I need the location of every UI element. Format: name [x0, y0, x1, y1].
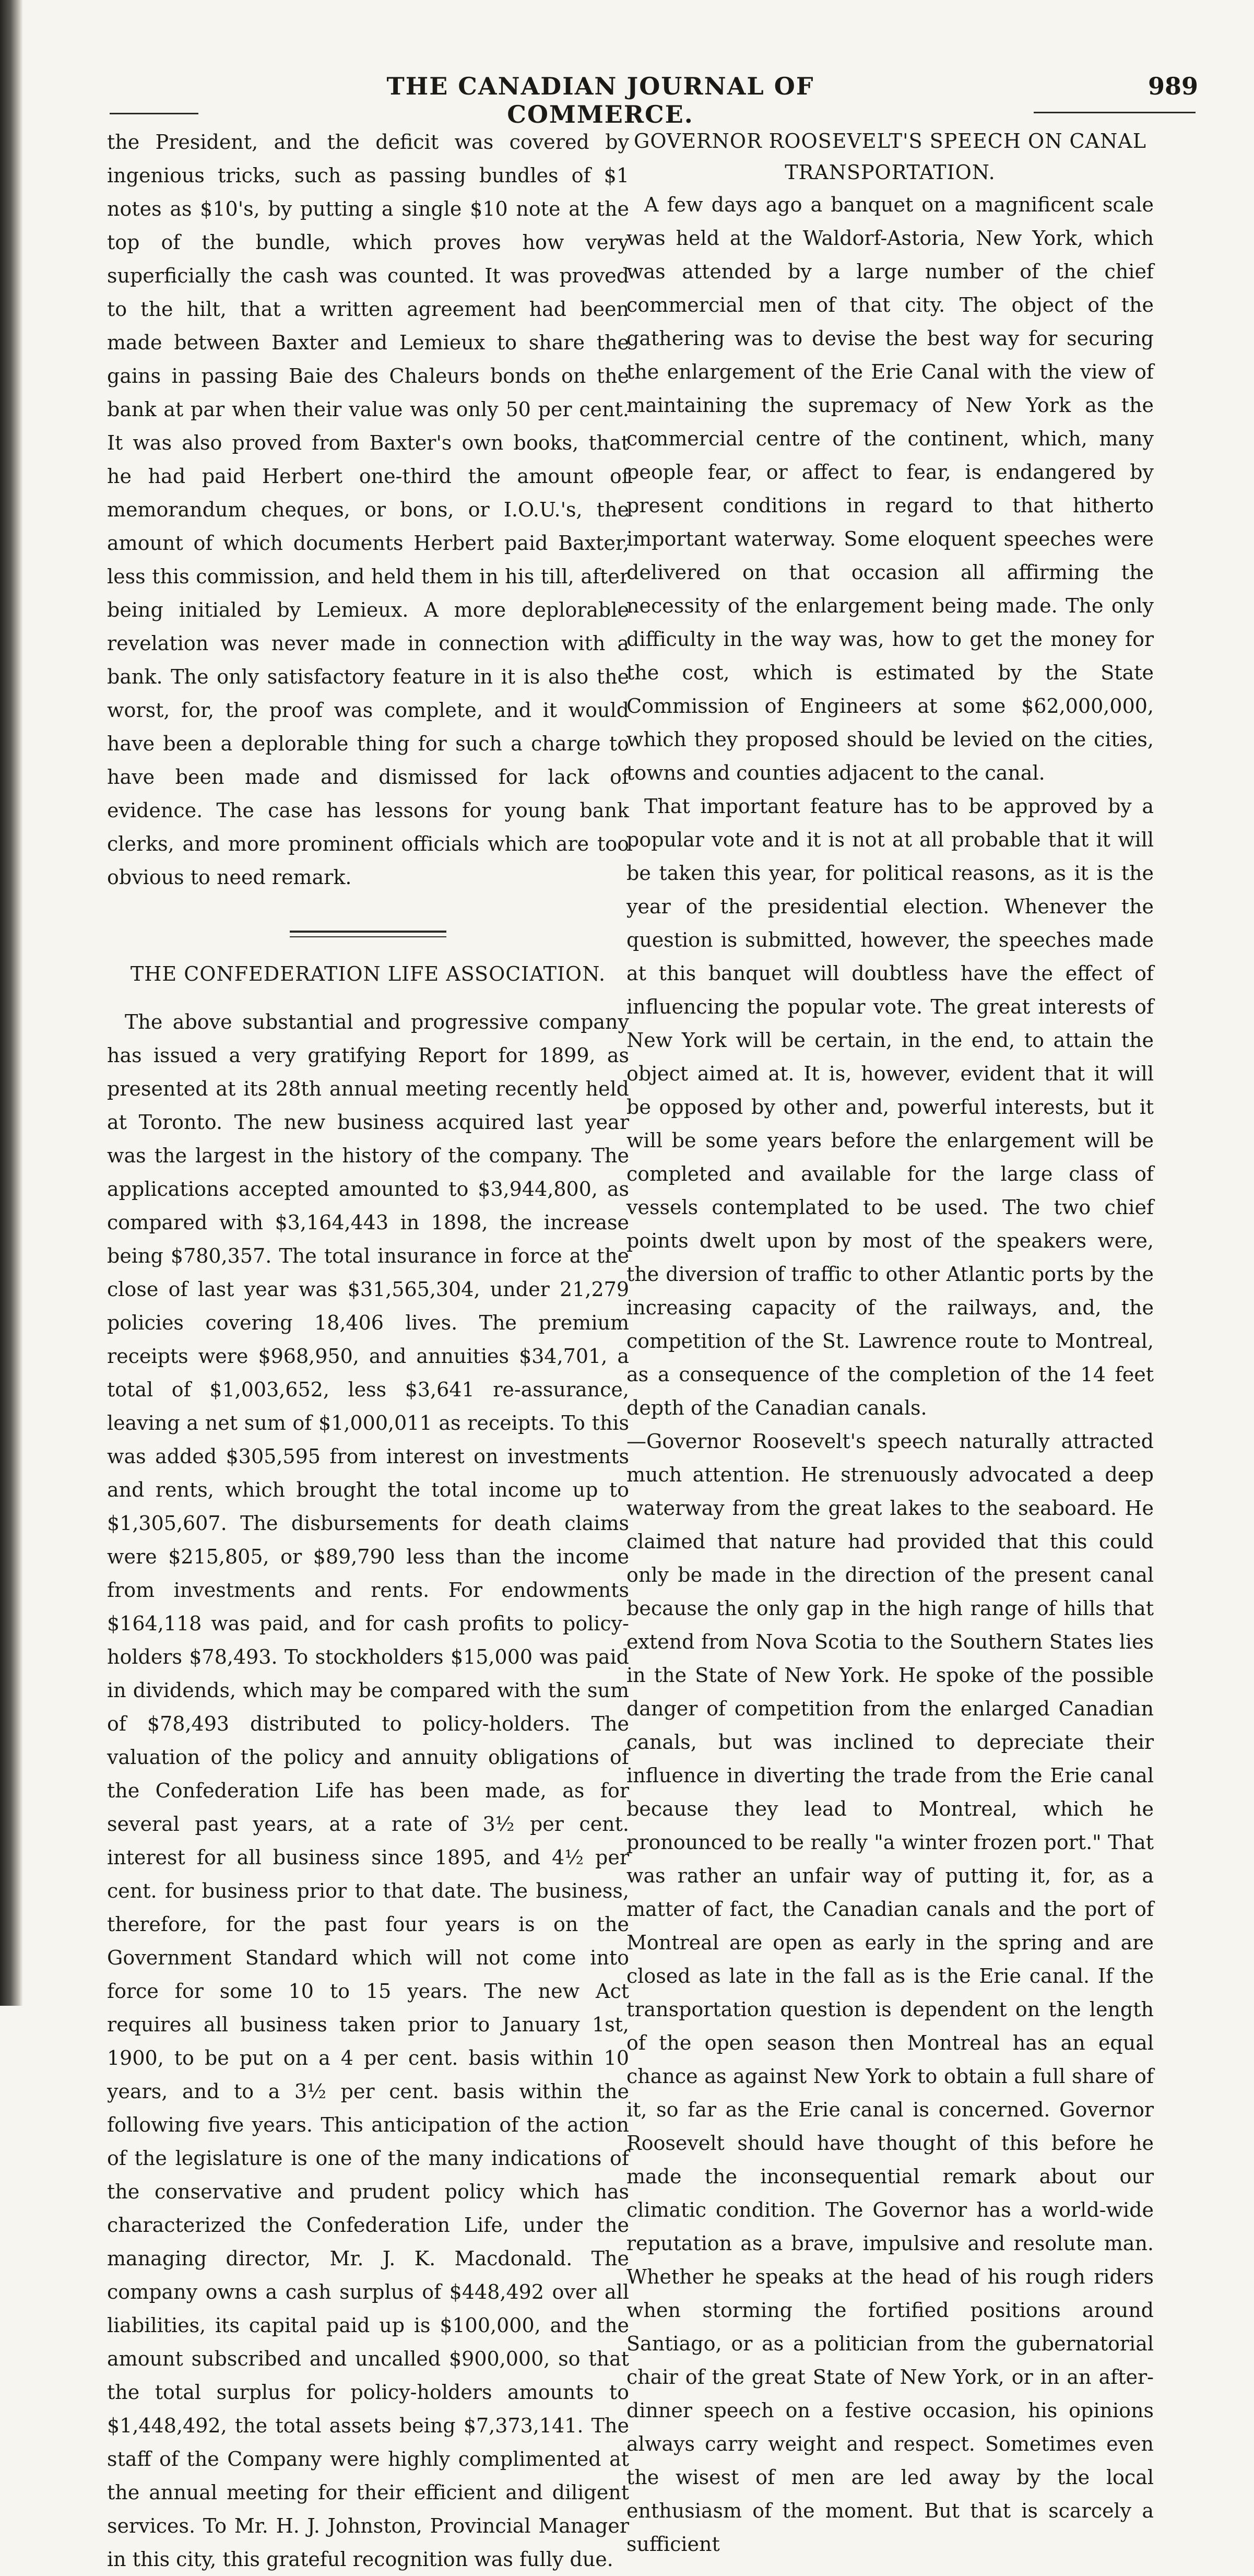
- roosevelt-speech-heading-line1: GOVERNOR ROOSEVELT'S SPEECH ON CANAL: [634, 130, 1146, 152]
- running-title: THE CANADIAN JOURNAL OF COMMERCE.: [386, 72, 814, 128]
- scanned-binding-edge: [0, 0, 23, 2006]
- continued-article-paragraph: the President, and the deficit was covered by ingenious tricks, such as passing bundles of $1 notes as $10's, by putting a single $10 note at the top of the bundle, which proves how very superficially the cash was counted. It was proved to the hilt, that a written agreement had been made between Baxter and Lemieux to share the gains in passing Baie des Chaleurs bonds on the bank at par when their value was only 50 per cent. It was also proved from Baxter's own books, that he had paid Herbert one-third the amount of memorandum cheques, or bons, or I.O.U.'s, the amount of which documents Herbert paid Baxter, less this commission, and held them in his till, after being initialed by Lemieux. A more deplorable revelation was never made in connection with a bank. The only satisfactory feature in it is also the worst, for, the proof was complete, and it would have been a deplorable thing for such a charge to have been made and dismissed for lack of evidence. The case has lessons for young bank clerks, and more prominent officials which are too obvious to need remark.: [107, 131, 629, 889]
- confederation-life-heading: THE CONFEDERATION LIFE ASSOCIATION.: [130, 962, 606, 985]
- divider-rule-thin: [290, 936, 446, 937]
- page-number: 989: [1147, 72, 1198, 100]
- right-column: [626, 125, 1154, 2561]
- confederation-life-paragraph: The above substantial and progressive company has issued a very gratifying Report for 1899, as presented at its 28th annual meeting recently held at Toronto. The new business acquired last year was the largest in the history of the company. The applications accepted amounted to $3,944,800, as compared with $3,164,443 in 1898, the increase being $780,357. The total insurance in force at the close of last year was $31,565,304, under 21,279 policies covering 18,406 lives. The premium receipts were $968,950, and annuities $34,701, a total of $1,003,652, less $3,641 re-assurance, leaving a net sum of $1,000,011 as receipts. To this was added $305,595 from interest on investments and rents, which brought the total income up to $1,305,607. The disbursements for death claims were $215,805, or $89,790 less than the income from investments and rents. For endowments $164,118 was paid, and for cash profits to policy-holders $78,493. To stockholders $15,000 was paid in dividends, which may be compared with the sum of $78,493 distributed to policy-holders. The valuation of the policy and annuity obligations of the Confederation Life has been made, as for several past years, at a rate of 3½ per cent. interest for all business since 1895, and 4½ per cent. for business prior to that date. The business, therefore, for the past four years is on the Government Standard which will not come into force for some 10 to 15 years. The new Act requires all business taken prior to January 1st, 1900, to be put on a 4 per cent. basis within 10 years, and to a 3½ per cent. basis within the following five years. This anticipation of the action of the legislature is one of the many indications of the conservative and prudent policy which has characterized the Confederation Life, under the managing director, Mr. J. K. Macdonald. The company owns a cash surplus of $448,492 over all liabilities, its capital paid up is $100,000, and the amount subscribed and uncalled $900,000, so that the total surplus for policy-holders amounts to $1,448,492, the total assets being $7,373,141. The staff of the Company were highly complimented at the annual meeting for their efficient and diligent services. To Mr. H. J. Johnston, Provincial Manager in this city, this grateful recognition was fully due.: [107, 1010, 629, 2571]
- header-rule-left: [110, 113, 198, 114]
- page-header: [0, 0, 1254, 128]
- roosevelt-speech-heading-line2: TRANSPORTATION.: [785, 161, 996, 184]
- roosevelt-paragraph-3: —Governor Roosevelt's speech naturally attracted much attention. He strenuously advocated a deep waterway from the great lakes to the seaboard. He claimed that nature had provided that this could only be made in the direction of the present canal because the only gap in the high range of hills that extend from Nova Scotia to the Southern States lies in the State of New York. He spoke of the possible danger of competition from the enlarged Canadian canals, but was inclined to depreciate their influence in diverting the trade from the Erie canal because they lead to Montreal, which he pronounced to be really "a winter frozen port." That was rather an unfair way of putting it, for, as a matter of fact, the Canadian canals and the port of Montreal are open as early in the spring and are closed as late in the fall as is the Erie canal. If the transportation question is dependent on the length of the open season then Montreal has an equal chance as against New York to obtain a full share of it, so far as the Erie canal is concerned. Governor Roosevelt should have thought of this before he made the inconsequential remark about our climatic condition. The Governor has a world-wide reputation as a brave, impulsive and resolute man. Whether he speaks at the head of his rough riders when storming the fortified positions around Santiago, or as a politician from the gubernatorial chair of the great State of New York, or in an after-dinner speech on a festive occasion, his opinions always carry weight and respect. Sometimes even the wisest of men are led away by the local enthusiasm of the moment. But that is scarcely a sufficient: [626, 1430, 1154, 2556]
- divider-rule-thick: [290, 931, 446, 933]
- roosevelt-paragraph-1: A few days ago a banquet on a magnificent scale was held at the Waldorf-Astoria, New York, which was attended by a large number of the chief commercial men of that city. The object of the gathering was to devise the best way for securing the enlargement of the Erie Canal with the view of maintaining the supremacy of New York as the commercial centre of the continent, which, many people fear, or affect to fear, is endangered by present conditions in regard to that hitherto important waterway. Some eloquent speeches were delivered on that occasion all affirming the necessity of the enlargement being made. The only difficulty in the way was, how to get the money for the cost, which is estimated by the State Commission of Engineers at some $62,000,000, which they proposed should be levied on the cities, towns and counties adjacent to the canal.: [626, 193, 1154, 784]
- left-column: [107, 125, 629, 2576]
- section-divider: [290, 931, 446, 937]
- header-rule-right: [1034, 112, 1196, 113]
- roosevelt-paragraph-2: That important feature has to be approved by a popular vote and it is not at all probable that it will be taken this year, for political reasons, as it is the year of the presidential election. Whenever the question is submitted, however, the speeches made at this banquet will doubtless have the effect of influencing the popular vote. The great interests of New York will be certain, in the end, to attain the object aimed at. It is, however, evident that it will be opposed by other and, powerful interests, but it will be some years before the enlargement will be completed and available for the large class of vessels contemplated to be used. The two chief points dwelt upon by most of the speakers were, the diversion of traffic to other Atlantic ports by the increasing capacity of the railways, and, the competition of the St. Lawrence route to Montreal, as a consequence of the completion of the 14 feet depth of the Canadian canals.: [626, 795, 1154, 1419]
